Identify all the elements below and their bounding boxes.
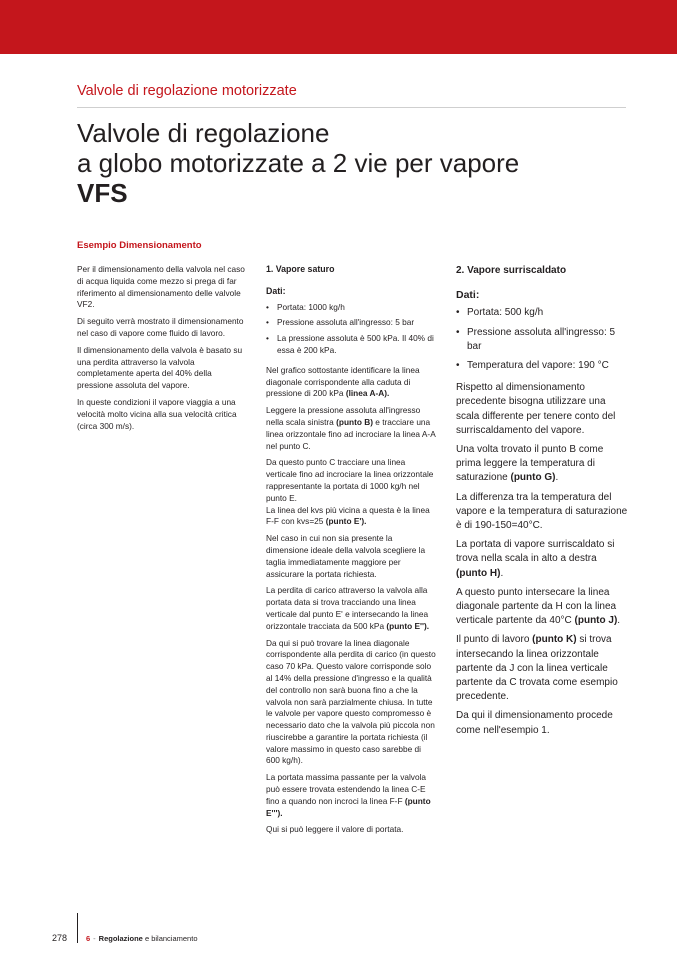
paragraph-bold: (punto E''). bbox=[386, 620, 430, 631]
list-item: • Pressione assoluta all'ingresso: 5 bar bbox=[266, 317, 436, 329]
paragraph bbox=[266, 457, 436, 528]
intro-paragraph: In queste condizioni il vapore viaggia a una velocità molto vicina alla sua velocità critica (circa 300 m/s). bbox=[77, 396, 237, 431]
paragraph-bold: (punto G) bbox=[510, 472, 556, 484]
paragraph bbox=[456, 538, 628, 581]
paragraph-text: . bbox=[500, 567, 504, 579]
paragraph-text: Leggere la pressione assoluta all'ingresso nella scala sinistra bbox=[266, 405, 421, 427]
paragraph-bold: (punto K) bbox=[532, 634, 577, 646]
paragraph-text: si trova intersecando la linea orizzontale partente da J con la linea verticale partente da C trovata come esempio precedente. bbox=[456, 634, 618, 703]
paragraph bbox=[456, 633, 628, 704]
section-title: Valvole di regolazione motorizzate bbox=[77, 83, 297, 99]
footer-chapter bbox=[86, 934, 198, 943]
list-item: • La pressione assoluta è 500 kPa. Il 40% di essa è 200 kPa. bbox=[266, 333, 436, 357]
paragraph-text: . bbox=[555, 472, 559, 484]
paragraph-text: Il punto di lavoro bbox=[456, 634, 530, 646]
intro-paragraph: Per il dimensionamento della valvola nel caso di acqua liquida come mezzo si prega di far riferimento al dimensionamento delle valvole VF2. bbox=[77, 264, 245, 310]
paragraph: Rispetto al dimensionamento precedente bisogna utilizzare una scala differente per tenere conto del surriscaldamento del vapore. bbox=[456, 382, 616, 436]
paragraph-text: Nel grafico sottostante identificare la linea diagonale corrispondente alla caduta di pressione di 200 kPa bbox=[266, 364, 420, 399]
page-title-line2: a globo motorizzate a 2 vie per vapore bbox=[77, 148, 520, 178]
paragraph bbox=[266, 405, 436, 452]
product-code: VFS bbox=[77, 178, 128, 208]
paragraph bbox=[266, 365, 436, 400]
paragraph-text: La portata di vapore surriscaldato si trova nella scala in alto a destra bbox=[456, 539, 615, 565]
top-color-bar bbox=[0, 0, 677, 54]
paragraph-text: La perdita di carico attraverso la valvola alla portata data si trova tracciando una linea verticale dal punto E' e intersecando la linea orizzontale tracciata da 500 kPa bbox=[266, 585, 429, 631]
data-list bbox=[456, 306, 628, 373]
paragraph bbox=[456, 443, 628, 486]
paragraph-text: La linea del kvs più vicina a questa è la linea F-F con kvs=25 bbox=[266, 504, 430, 527]
list-item: • Pressione assoluta all'ingresso: 5 bar bbox=[456, 326, 628, 354]
chapter-number: 6 bbox=[86, 934, 91, 943]
paragraph-text: e tracciare una linea orizzontale fino ad incrociare la linea A-A nel punto C. bbox=[266, 416, 436, 451]
paragraph bbox=[266, 772, 436, 819]
page-title bbox=[77, 118, 519, 208]
paragraph: Da qui il dimensionamento procede come nell'esempio 1. bbox=[456, 710, 613, 736]
paragraph-text: . bbox=[617, 615, 621, 627]
paragraph-bold: (linea A-A). bbox=[345, 388, 390, 399]
intro-column bbox=[77, 264, 249, 437]
list-item: • Temperatura del vapore: 190 °C bbox=[456, 359, 628, 373]
header-divider bbox=[77, 107, 626, 108]
intro-paragraph: Di seguito verrà mostrato il dimensionamento nel caso di vapore come fluido di lavoro. bbox=[77, 316, 244, 338]
list-item: • Portata: 500 kg/h bbox=[456, 306, 628, 320]
paragraph-text: Da questo punto C tracciare una linea verticale fino ad incrociare la linea orizzontale rappresentante la portata di 1000 kg/h nel punto E. bbox=[266, 457, 434, 503]
paragraph: Qui si può leggere il valore di portata. bbox=[266, 824, 404, 835]
paragraph bbox=[266, 585, 436, 632]
paragraph-bold: (punto B) bbox=[336, 416, 373, 427]
superheated-steam-column bbox=[456, 264, 628, 743]
page-title-line1: Valvole di regolazione bbox=[77, 118, 330, 148]
paragraph-text: La portata massima passante per la valvola può essere trovata estendendo la linea C-E fino a quando non incroci la linea F-F bbox=[266, 772, 427, 806]
footer-divider bbox=[77, 913, 78, 943]
paragraph-bold: (punto E'''). bbox=[266, 795, 431, 818]
paragraph: La differenza tra la temperatura del vapore e la temperatura di saturazione è di 190-150=40°C. bbox=[456, 491, 628, 532]
paragraph-bold: (punto E'). bbox=[325, 516, 367, 527]
data-label: Dati: bbox=[456, 289, 480, 302]
paragraph-text: Una volta trovato il punto B come prima leggere la temperatura di saturazione bbox=[456, 444, 604, 484]
chapter-rest: e bilanciamento bbox=[144, 934, 198, 943]
saturated-steam-heading: 1. Vapore saturo bbox=[266, 264, 335, 274]
footer-separator: - bbox=[93, 934, 96, 943]
paragraph-bold: (punto J) bbox=[574, 615, 618, 627]
paragraph bbox=[456, 586, 628, 629]
saturated-steam-column bbox=[266, 264, 436, 841]
intro-paragraph: Il dimensionamento della valvola è basato su una perdita attraverso la valvola completamente aperta del 40% della pressione assoluta del vapore. bbox=[77, 344, 243, 391]
data-list bbox=[266, 302, 436, 357]
chapter-bold: Regolazione bbox=[98, 934, 143, 943]
example-title: Esempio Dimensionamento bbox=[77, 240, 202, 251]
paragraph: Nel caso in cui non sia presente la dimensione ideale della valvola scegliere la taglia immediatamente maggiore per assicurare la portata richiesta. bbox=[266, 533, 426, 579]
list-item: • Portata: 1000 kg/h bbox=[266, 302, 436, 314]
paragraph-text: A questo punto intersecare la linea diagonale partente da H con la linea verticale partente da 40°C bbox=[456, 586, 617, 627]
data-label: Dati: bbox=[266, 285, 286, 296]
paragraph-bold: (punto H) bbox=[456, 567, 501, 579]
superheated-steam-heading: 2. Vapore surriscaldato bbox=[456, 265, 567, 276]
paragraph: Da qui si può trovare la linea diagonale corrispondente alla perdita di carico (in questo caso 70 kPa. Questo valore corrisponde solo al 14% della pressione d'ingresso e la qualità del controllo non sarà buona fino a che la valvola non sarà parzialmente chiusa. In tutte le valvole per vapore questo compromesso è necessario dato che la valvola più piccola non riuscirebbe a garantire la portata richiesta (il valore massimo in questo caso sarebbe di 600 kg/h). bbox=[266, 637, 436, 766]
page-number: 278 bbox=[52, 933, 68, 943]
